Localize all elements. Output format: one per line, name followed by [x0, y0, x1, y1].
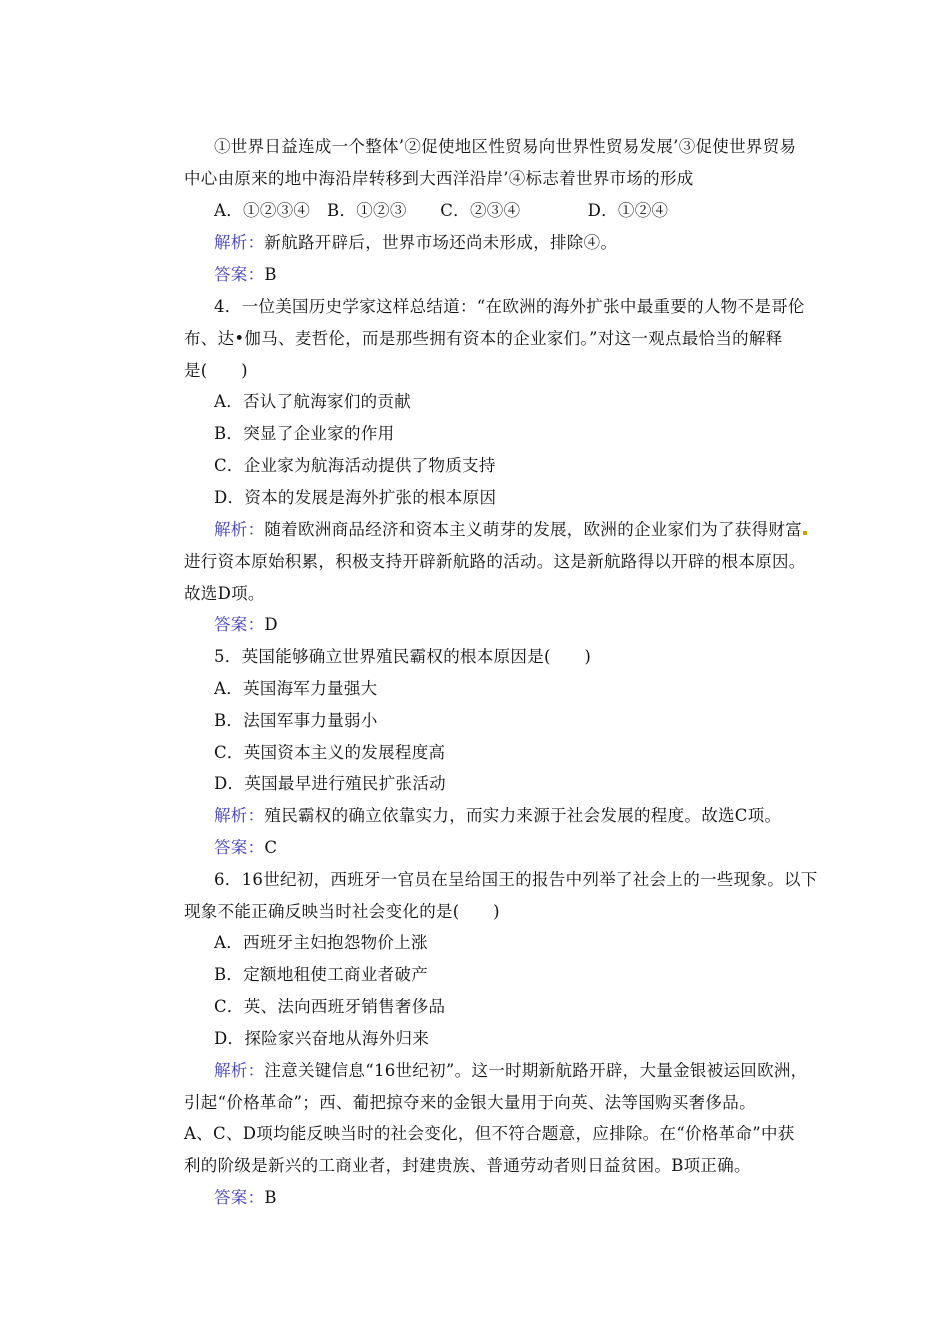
- q4-stem-line-2: 布、达•伽马、麦哲伦，而是那些拥有资本的企业家们。”对这一观点最恰当的解释: [184, 329, 783, 348]
- answer-label: 答案：: [214, 265, 265, 284]
- q6-analysis-line-4: 利的阶级是新兴的工商业者，封建贵族、普通劳动者则日益贫困。B项正确。: [184, 1156, 751, 1175]
- q6-answer-value: B: [264, 1188, 277, 1207]
- q3-stem-line-2: 中心由原来的地中海沿岸转移到大西洋沿岸’④标志着世界市场的形成: [184, 169, 694, 188]
- q4-analysis-line-2: 进行资本原始积累，积极支持开辟新航路的活动。这是新航路得以开辟的根本原因。: [184, 552, 806, 571]
- q4-analysis-line-1: [214, 519, 807, 541]
- answer-label: 答案：: [214, 615, 265, 634]
- q5-option-c: C．英国资本主义的发展程度高: [214, 743, 446, 762]
- analysis-label: 解析：: [214, 520, 265, 539]
- q6-analysis-line-1: [214, 1060, 807, 1082]
- q4-option-d: D．资本的发展是海外扩张的根本原因: [214, 488, 497, 507]
- q3-answer-value: B: [264, 265, 277, 284]
- analysis-label: 解析：: [214, 806, 265, 825]
- analysis-label: 解析：: [214, 233, 265, 252]
- q4-option-b: B．突显了企业家的作用: [214, 424, 395, 443]
- q6-option-b: B．定额地租使工商业者破产: [214, 965, 429, 984]
- q3-analysis: [214, 232, 617, 254]
- q6-option-c: C．英、法向西班牙销售奢侈品: [214, 997, 446, 1016]
- q5-answer: [214, 837, 277, 859]
- q6-stem-line-1: 6．16世纪初，西班牙一官员在呈给国王的报告中列举了社会上的一些现象。以下: [214, 870, 818, 889]
- analysis-label: 解析：: [214, 1061, 265, 1080]
- yellow-dot-mark: [803, 531, 807, 535]
- q3-stem-line-1: ①世界日益连成一个整体’②促使地区性贸易向世界性贸易发展’③促使世界贸易: [214, 137, 797, 156]
- q4-answer: [214, 614, 278, 636]
- q4-option-a: A．否认了航海家们的贡献: [214, 392, 412, 411]
- q4-analysis-text-1: 随着欧洲商品经济和资本主义萌芽的发展，欧洲的企业家们为了获得财富: [264, 520, 803, 539]
- q4-option-c: C．企业家为航海活动提供了物质支持: [214, 456, 496, 475]
- q3-options: A．①②③④ B．①②③ C．②③④ D．①②④: [214, 201, 669, 220]
- q4-stem-line-3: 是( ): [184, 361, 248, 380]
- q5-analysis-text: 殖民霸权的确立依靠实力，而实力来源于社会发展的程度。故选C项。: [264, 806, 782, 825]
- q6-analysis-text-1: 注意关键信息“16世纪初”。这一时期新航路开辟，大量金银被运回欧洲，: [264, 1061, 808, 1080]
- q6-option-a: A．西班牙主妇抱怨物价上涨: [214, 933, 428, 952]
- q4-answer-value: D: [264, 615, 278, 634]
- q3-analysis-text: 新航路开辟后，世界市场还尚未形成，排除④。: [264, 233, 618, 252]
- q5-stem: 5．英国能够确立世界殖民霸权的根本原因是( ): [214, 647, 592, 666]
- q5-option-a: A．英国海军力量强大: [214, 679, 378, 698]
- q5-option-d: D．英国最早进行殖民扩张活动: [214, 774, 446, 793]
- q6-stem-line-2: 现象不能正确反映当时社会变化的是( ): [184, 902, 500, 921]
- q4-stem-line-1: 4．一位美国历史学家这样总结道：“在欧洲的海外扩张中最重要的人物不是哥伦: [214, 297, 805, 316]
- q4-analysis-line-3: 故选D项。: [184, 584, 265, 603]
- q5-answer-value: C: [264, 838, 278, 857]
- q6-answer: [214, 1187, 277, 1209]
- answer-label: 答案：: [214, 1188, 265, 1207]
- q6-analysis-line-2: 引起“价格革命”；西、葡把掠夺来的金银大量用于向英、法等国购买奢侈品。: [184, 1093, 756, 1112]
- q5-analysis: [214, 805, 781, 827]
- q3-answer: [214, 264, 277, 286]
- answer-label: 答案：: [214, 838, 265, 857]
- q6-analysis-line-3: A、C、D项均能反映当时的社会变化，但不符合题意，应排除。在“价格革命”中获: [184, 1124, 795, 1143]
- q5-option-b: B．法国军事力量弱小: [214, 711, 378, 730]
- q6-option-d: D．探险家兴奋地从海外归来: [214, 1029, 430, 1048]
